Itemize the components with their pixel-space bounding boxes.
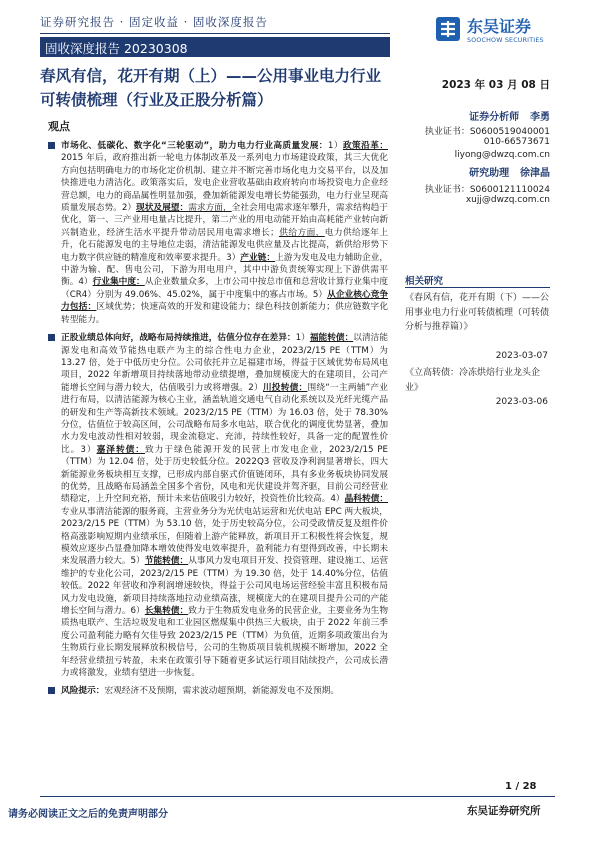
keyword: 嘉泽转债： xyxy=(96,444,145,455)
text: 电力供给逐年上升，化石能源发电的主导地位走弱，清洁能源发电供应量及占比提高，新供给形势下电力数字供应链的精准度和效率要求提升。3） xyxy=(61,227,389,263)
keyword: 需求方面， xyxy=(188,203,232,214)
related-item-1-date: 2023-03-07 xyxy=(495,351,548,361)
bullet-lead: 正股业绩总体向好，战略布局持续推进，估值分位存在差异： xyxy=(61,333,296,344)
text: 从企业数量众多，上市公司中按总市值和总营收计算行业集中度（CR4）分别为 49.06%、45.02%，属于中度集中的寡占市场。5） xyxy=(61,277,389,300)
logo-text-cn: 东吴证券 xyxy=(467,17,532,36)
text: 2015 年后，政府推出新一轮电力体制改革及一系列电力市场建设政策，其三大优化方向包括明确电力的市场化定价机制、建立并不断完善市场化电力交易平台，以及加快推进电力清洁化。政策落实后，发电企业营收基础由政府转向市场投资电力企业经营总额，电力的商品属性明显加强，叠加新能源发电增长势能强劲，电力行业呈现高质量发展态势。2） xyxy=(61,153,388,214)
keyword: 从企业核心竞争力包括： xyxy=(61,289,389,313)
logo-text-en: SOOCHOW SECURITIES xyxy=(467,37,544,44)
related-item-2[interactable]: 《立高转债：冷冻烘焙行业龙头企业》 xyxy=(405,368,541,393)
analyst-2-cert: 执业证书：S0600121110024 xyxy=(424,185,550,195)
analyst-1-name: 李勇 xyxy=(530,112,550,123)
keyword: 节能转债： xyxy=(144,556,189,567)
text: 以清洁能源发电和高效节能热电联产为主的综合性电力企业，2023/2/15 PE（TTM）为 13.27 倍，处于中低历史分位。公司依托并立足福建市场，得益于区域优势布局风电项目，2022 年新增项目持续落地带动业绩提增，叠加规模庞大的在建项目，公司产能增长空间与潜力较大，估值吸引力或将增强。2） xyxy=(61,333,389,393)
text: 从事风力发电项目开发、投资管理、建设施工、运营维护的专业化公司，2023/2/15 PE（TTM）为 19.30 倍，处于 14.40%分位，估值较低。2022 年营收和净利润增速较快，得益于公司风电场运营经验丰富且积极布局风力发电设施，新项目持续落地拉动业绩高涨，规模庞大的在建项目提升公司的产能增长空间与潜力。6） xyxy=(61,556,389,617)
analyst-1-role: 证券分析师 xyxy=(469,112,520,123)
report-type-label: 固收深度报告 20230308 xyxy=(45,41,188,56)
bullet-risk xyxy=(48,685,388,697)
summary-body xyxy=(48,140,388,704)
report-date: 2023 年 03 月 08 日 xyxy=(441,79,550,91)
keyword: 长集转债： xyxy=(144,606,189,617)
footer-company: 东吴证券研究所 xyxy=(467,805,541,817)
text: 致力于绿色能源开发的民营上市发电企业，2023/2/15 PE（TTM）为 12.04 倍，处于历史较低分位。2022Q3 营收及净利润显著增长，四大新能源业务板块相互支撑，已形成内部自驱式价值链闭环，具有多业务板块协同发展的优势，且战略布局涵盖全国多个省份，风电和光伏建设并驾齐驱，目前公司经营业绩稳定，上升空间充裕，预计未来估值吸引力较好，投资性价比较高。4） xyxy=(61,444,388,505)
bullet-lead: 风险提示： xyxy=(61,686,105,697)
page-number: 1 / 28 xyxy=(505,781,537,792)
section-title: 观点 xyxy=(48,120,70,133)
bullet-square-icon xyxy=(48,687,55,694)
text: 1） xyxy=(327,141,343,151)
keyword: 川投转债： xyxy=(262,382,308,393)
analyst-2-role: 研究助理 xyxy=(469,168,510,179)
analyst-1-email[interactable]: liyong@dwzq.com.cn xyxy=(454,150,550,160)
related-item-1[interactable]: 《春风有信，花开有期（下）——公用事业电力行业可转债梳理（可转债分析与推荐篇）》 xyxy=(405,293,550,332)
text: 全社会用电需求逐年攀升，需求结构趋于优化，第一、三产业用电量占比提升，第二产业的用电动能开始由高耗能产业转向新兴制造业，经济生活水平提升带动居民用电需求增长； xyxy=(61,203,389,238)
analyst-1-phone: 010-66573671 xyxy=(483,137,550,147)
bullet-square-icon xyxy=(48,334,55,341)
bullet-stock-analysis xyxy=(48,332,388,679)
text: 专业从事清洁能源的服务商，主营业务分为光伏电站运营和光伏电站 EPC 两大板块，2023/2/15 PE（TTM）为 53.10 倍，处于历史较高分位，公司受政情反复及组件价格高涨影响短期内业绩承压，但随着上游产能释放，新项目开工积极性将会恢复，规模效应逐步凸显叠加降本增效使得发电效率提升，盈利能力有望得到改善，中长期未来发展潜力较大。5） xyxy=(61,506,388,567)
analyst-1-cert: 执业证书：S0600519040001 xyxy=(424,127,550,137)
report-title: 春风有信，花开有期（上）——公用事业电力行业可转债梳理（行业及正股分析篇） xyxy=(40,67,382,109)
keyword: 产业链： xyxy=(240,252,276,263)
analyst-2-header xyxy=(405,164,550,179)
logo-mark-icon xyxy=(435,16,461,42)
keyword: 政策沿革： xyxy=(342,141,389,151)
related-research-heading: 相关研究 xyxy=(405,276,444,287)
text: 区域优势；快速高效的开发和建设能力；绿色科技创新能力；供应链数字化转型能力。 xyxy=(61,302,389,325)
company-logo xyxy=(435,14,565,50)
text: 致力于生物质发电业务的民营企业，主要业务为生物质热电联产、生活垃圾发电和工业园区燃煤集中供热三大板块，由于 2022 年前三季度公司盈利能力略有欠佳导致 2023/2/15 PE（TTM）为负值，近期多项政策出台为生物质行业长期发展释放积极信号，公司的生物质项目装机规模不断增加，2022 全年经营业绩扭亏转盈，未来在政策引导下随着更多试运行项目陆续投产，公司成长潜力或将激发，业绩有望进一步恢复。 xyxy=(61,606,389,679)
analyst-2-email[interactable]: xujj@dwzq.com.cn xyxy=(465,195,550,205)
text: 围绕“一主两辅”产业进行布局，以清洁能源为核心主业，涵盖轨道交通电气自动化系统以及光纤光缆产品的研发和生产等高新技术领域。2023/2/15 PE（TTM）为 16.03 倍，处于 78.30%分位，估值位于较高区间，公司战略布局多水电站，联合优化的调度优势显著，叠加水力发电波动性相对较弱，现金流稳定、充沛，持续性较好，具备一定的配置性价比。3） xyxy=(61,382,388,455)
text: 1） xyxy=(295,333,310,344)
related-research-divider xyxy=(405,287,550,288)
text: 上游为发电及电力辅助企业，中游为输、配、售电公司，下游为用电用户，其中中游负责统筹实现上下游供需平衡。4） xyxy=(61,252,389,288)
keyword: 福能转债： xyxy=(309,333,354,344)
header-divider xyxy=(40,33,390,34)
keyword: 晶科转债： xyxy=(344,494,389,505)
keyword: 行业集中度： xyxy=(92,277,145,288)
bullet-lead: 市场化、低碳化、数字化“三轮驱动”，助力电力行业高质量发展： xyxy=(61,141,328,151)
text: 宏观经济不及预期，需求波动超预期，新能源发电不及预期。 xyxy=(104,686,339,697)
related-item-2-date: 2023-03-06 xyxy=(495,397,548,407)
bullet-market-drivers xyxy=(48,140,388,326)
report-categories: 证券研究报告 · 固定收益 · 固收深度报告 xyxy=(40,15,268,29)
bullet-square-icon xyxy=(48,142,55,149)
footer-divider xyxy=(40,796,555,797)
analyst-2-name: 徐津晶 xyxy=(520,168,550,179)
keyword: 现状及展望： xyxy=(136,203,189,214)
keyword: 供给方面， xyxy=(278,227,325,238)
footer-disclaimer: 请务必阅读正文之后的免责声明部分 xyxy=(8,809,168,820)
analyst-1-header xyxy=(405,108,550,123)
